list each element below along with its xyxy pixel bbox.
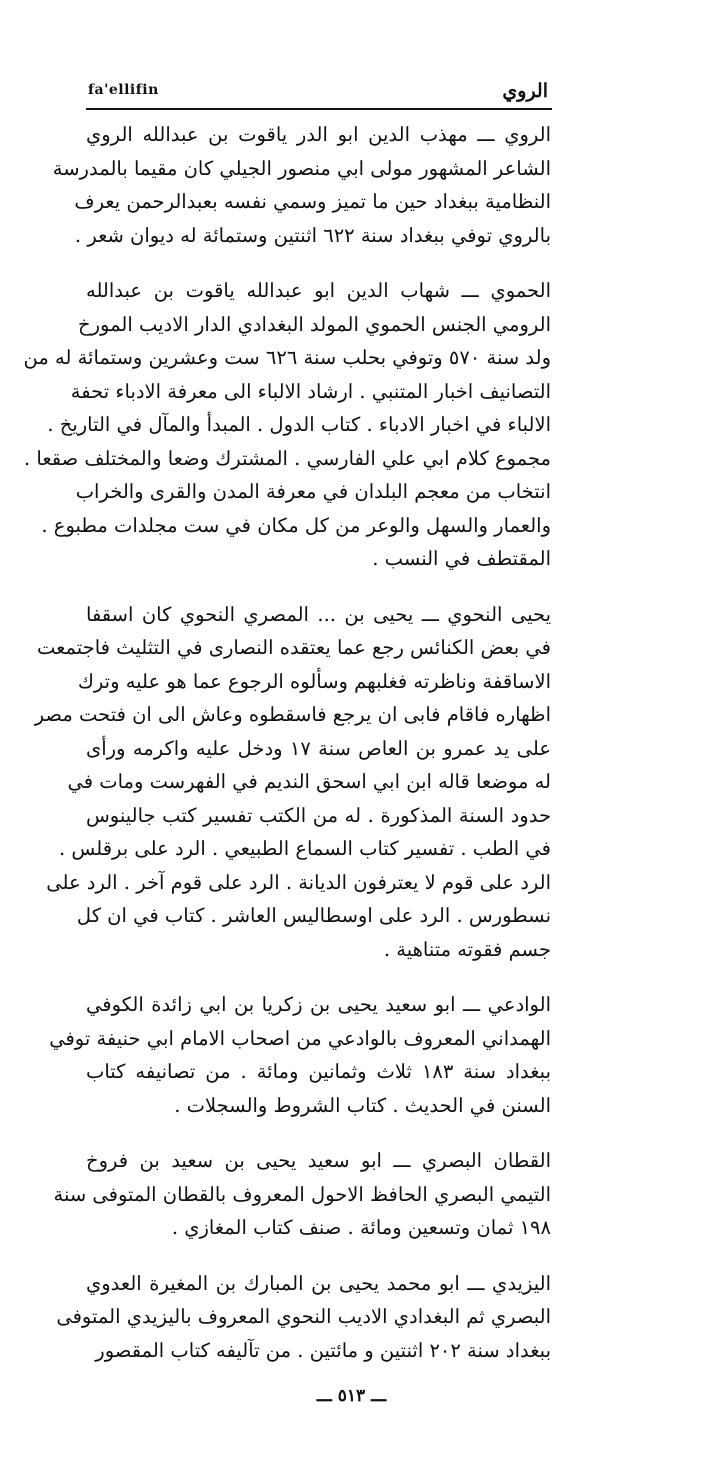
text-line: والعمار والسهل والوعر من كل مكان في ست مجلدات مطبوع . [41, 513, 551, 537]
text-line: النظامية ببغداد حين ما تميز وسمي نفسه بعبدالرحمن يعرف [74, 190, 551, 213]
text-line: يحيى النحوي ـــ يحيى بن ... المصري النحوي كان اسقفا [86, 602, 551, 626]
text-line: المقتطف في النسب . [372, 547, 551, 570]
text-line: الرد على قوم لا يعترفون الديانة . الرد على قوم آخر . الرد على [46, 870, 551, 894]
text-line: التصانيف اخبار المتنبي . ارشاد الالباء الى معرفة الادباء تحفة [70, 379, 551, 403]
text-line: حدود السنة المذكورة . له من الكتب تفسير كتب جالينوس [86, 803, 551, 827]
entry-paragraph [49, 988, 551, 1122]
running-header [88, 80, 548, 106]
entry-paragraph [23, 274, 551, 576]
text-line: الروي ـــ مهذب الدين ابو الدر ياقوت بن عبدالله الروي [86, 123, 551, 146]
header-left-text: fa'ellifin [88, 82, 159, 98]
page-number: ـــ ٥١٣ ـــ [316, 1386, 387, 1406]
header-rule [86, 108, 552, 110]
entries-column [23, 118, 551, 1389]
entry-paragraph [53, 1144, 551, 1245]
text-line: التيمي البصري الحافظ الاحول المعروف بالقطان المتوفى سنة [53, 1182, 551, 1206]
text-line: نسطورس . الرد على اوسطاليس العاشر . كتاب في ان كل [76, 904, 551, 927]
text-line: الاساقفة وناظرته فغلبهم وسألوه الرجوع عما هو عليه وترك [77, 669, 551, 693]
text-line: ولد سنة ٥٧٠ وتوفي بحلب سنة ٦٢٦ ست وعشرين وستمائة له من [23, 346, 551, 369]
text-line: اظهاره فاقام فابى ان يرجع فاسقطوه وعاش الى ان فتحت مصر [34, 703, 551, 726]
text-line: ببغداد سنة ٢٠٢ اثنتين و مائتين . من تآليفه كتاب المقصور [95, 1338, 551, 1362]
entry-paragraph [52, 118, 551, 252]
entry-paragraph [56, 1267, 551, 1368]
text-line: انتخاب من معجم البلدان في معرفة المدن والقرى والخراب [75, 480, 551, 503]
text-line: السنن في الحديث . كتاب الشروط والسجلات . [174, 1093, 551, 1117]
text-line: له موضعا قاله ابن ابي اسحق النديم في الفهرست ومات في [67, 770, 551, 793]
text-line: الهمداني المعروف بالوادعي من اصحاب الامام ابي حنيفة توفي [49, 1026, 551, 1050]
text-line: جسم فقوته متناهية . [383, 937, 551, 961]
text-line: في بعض الكنائس رجع عما يعتقده النصارى في التثليث فاجتمعت [36, 636, 551, 659]
header-right-text: الروي [502, 80, 548, 102]
text-line: الالباء في اخبار الادباء . كتاب الدول . المبدأ والمآل في التاريخ . [47, 413, 551, 436]
text-line: الوادعي ـــ ابو سعيد يحيى بن زكريا بن ابي زائدة الكوفي [86, 993, 551, 1016]
text-line: ببغداد سنة ١٨٣ ثلاث وثمانين ومائة . من تصانيفه كتاب [86, 1060, 551, 1083]
text-line: اليزيدي ـــ ابو محمد يحيى بن المبارك بن المغيرة العدوي [86, 1271, 551, 1295]
text-line: الرومي الجنس الحموي المولد البغدادي الدار الاديب المورخ [78, 312, 551, 336]
text-line: مجموع كلام ابي علي الفارسي . المشترك وضعا والمختلف صقعا . [23, 446, 551, 470]
entry-paragraph [34, 598, 551, 967]
text-line: القطان البصري ـــ ابو سعيد يحيى بن سعيد بن فروخ [86, 1149, 551, 1172]
text-line: في الطب . تفسير كتاب السماع الطبيعي . الرد على برقلس . [58, 837, 551, 860]
text-line: البصري ثم البغدادي الاديب النحوي المعروف باليزيدي المتوفى [56, 1305, 551, 1328]
text-line: الشاعر المشهور مولى ابي منصور الجيلي كان مقيما بالمدرسة [52, 156, 551, 180]
text-line: الحموي ـــ شهاب الدين ابو عبدالله ياقوت بن عبدالله [86, 279, 551, 302]
text-line: على يد عمرو بن العاص سنة ١٧ ودخل عليه واكرمه ورأى [86, 736, 551, 760]
text-line: بالروي توفي ببغداد سنة ٦٢٢ اثنتين وستمائة له ديوان شعر . [74, 223, 551, 247]
text-line: ١٩٨ ثمان وتسعين ومائة . صنف كتاب المغازي . [171, 1216, 551, 1239]
